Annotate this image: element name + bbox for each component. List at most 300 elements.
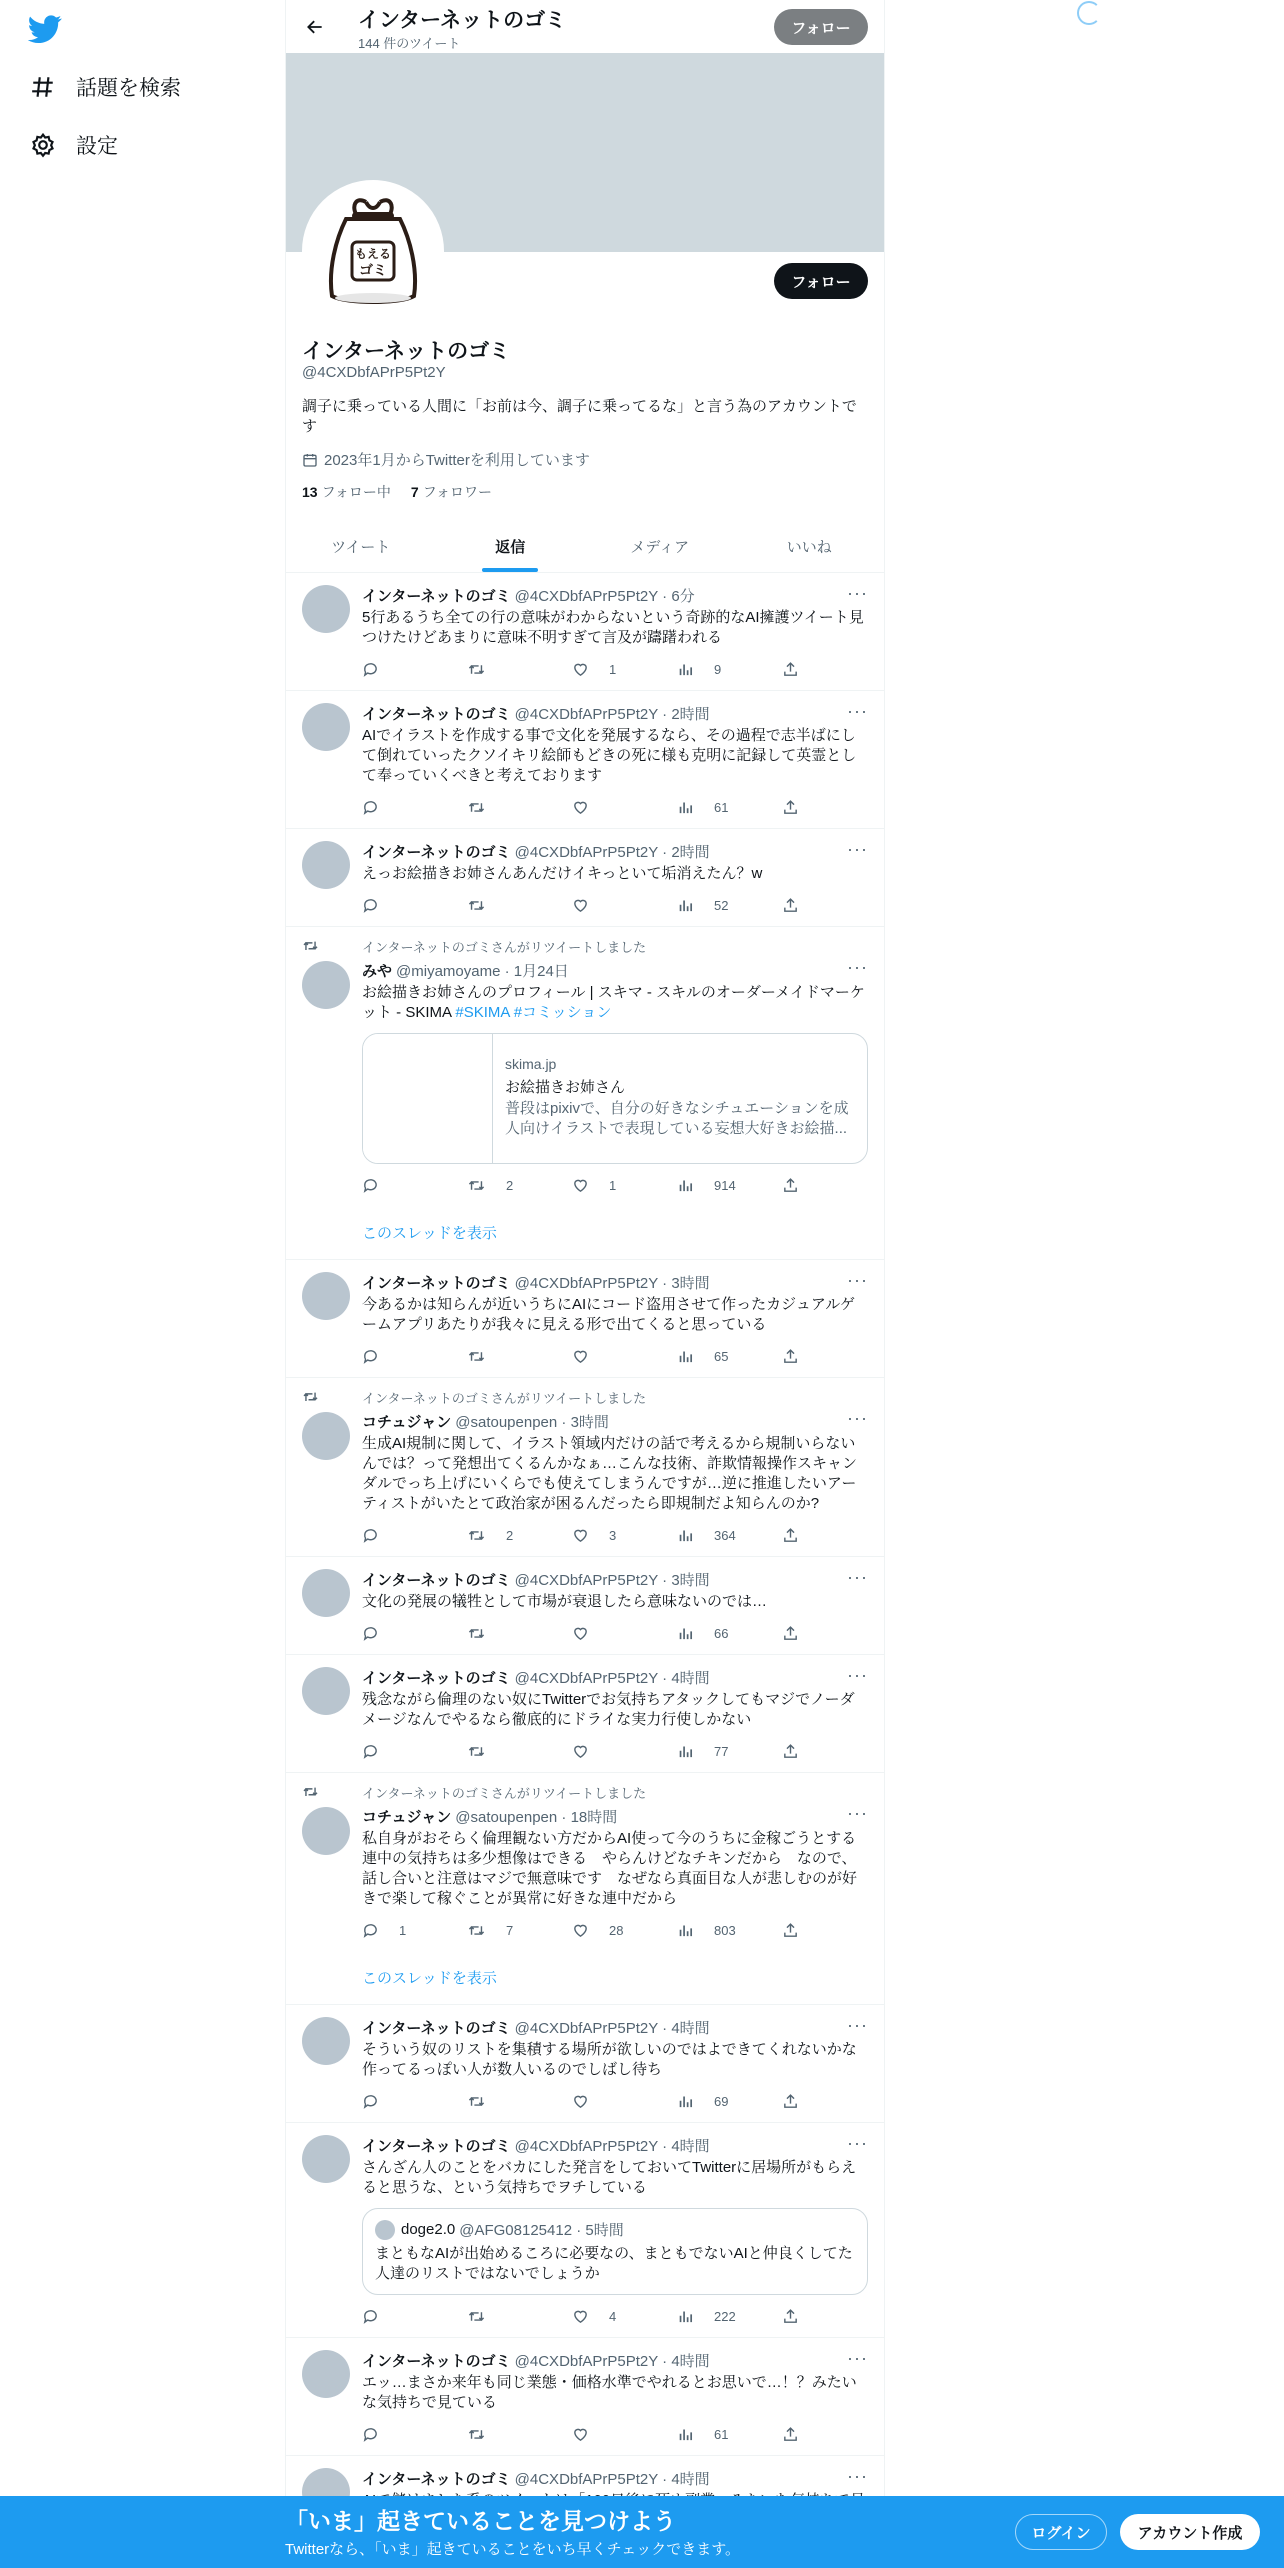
profile-tabs	[286, 520, 884, 573]
profile-handle: @4CXDbfAPrP5Pt2Y	[302, 364, 446, 381]
like-button[interactable]	[572, 661, 652, 678]
more-options-icon[interactable]: ···	[847, 1408, 868, 1428]
views-icon	[677, 897, 704, 914]
tweet[interactable]	[286, 1378, 884, 1557]
reply-button[interactable]	[362, 1177, 442, 1194]
share-icon	[782, 1625, 809, 1642]
tweet-text	[362, 1295, 868, 1335]
author-handle-time[interactable]: @4CXDbfAPrP5Pt2Y · 2時間	[514, 706, 710, 723]
avatar[interactable]	[302, 585, 350, 633]
signup-prompt-bar	[0, 2496, 1284, 2568]
link-card-domain: skima.jp	[505, 1056, 557, 1072]
reply-button[interactable]	[362, 1625, 442, 1642]
retweet-notice	[362, 1388, 868, 1407]
retweet-icon	[467, 661, 496, 678]
tweet-text	[362, 1434, 868, 1514]
retweet-icon	[467, 1348, 496, 1365]
more-options-icon[interactable]: ···	[847, 1270, 868, 1290]
share-button[interactable]	[782, 661, 802, 678]
retweet-button[interactable]	[467, 661, 547, 678]
retweet-count: 7	[506, 1922, 514, 1938]
author-handle-time[interactable]: @4CXDbfAPrP5Pt2Y · 3時間	[514, 1572, 710, 1589]
avatar[interactable]	[302, 841, 350, 889]
reply-button[interactable]	[362, 1527, 442, 1544]
hashtag-links[interactable]: #SKIMA #コミッション	[455, 1004, 612, 1021]
reply-icon	[362, 897, 389, 914]
like-icon	[572, 897, 599, 914]
tweet-actions	[362, 1740, 802, 1762]
tweet[interactable]	[286, 1557, 884, 1655]
views-icon	[677, 1348, 704, 1365]
profile-avatar[interactable]	[302, 180, 444, 322]
views-icon	[677, 1177, 704, 1194]
author-handle-time[interactable]: @4CXDbfAPrP5Pt2Y · 4時間	[514, 2471, 710, 2488]
profile-joined-text: 2023年1月からTwitterを利用しています	[324, 452, 590, 469]
like-button[interactable]	[572, 1177, 652, 1194]
share-button[interactable]	[782, 2093, 802, 2110]
link-card-title: お絵描きお姉さん	[505, 1079, 626, 1096]
share-icon	[782, 1177, 809, 1194]
retweet-button[interactable]	[467, 1922, 547, 1939]
tweet-text-body: そういう奴のリストを集積する場所が欲しいのではよできてくれないかな作ってるっぽい人が数人いるのでしばし待ち	[362, 2041, 857, 2078]
views-button[interactable]	[677, 1625, 757, 1642]
retweet-notice-text: インターネットのゴミさんがリツイートしました	[362, 1786, 647, 1801]
reply-button[interactable]	[362, 2308, 442, 2325]
author-handle-time[interactable]: @4CXDbfAPrP5Pt2Y · 4時間	[514, 1670, 710, 1687]
reply-button[interactable]	[362, 2093, 442, 2110]
following-count: 13	[302, 484, 318, 500]
following-label: フォロー中	[321, 484, 391, 500]
share-icon	[782, 1527, 809, 1544]
author-name[interactable]: インターネットのゴミ	[362, 2020, 511, 2037]
tweet-actions	[362, 2305, 802, 2327]
like-button[interactable]	[572, 1743, 652, 1760]
reply-icon	[362, 799, 389, 816]
main-column	[285, 0, 885, 2568]
profile-name: インターネットのゴミ	[302, 340, 511, 363]
views-icon	[677, 2426, 704, 2443]
share-icon	[782, 2426, 809, 2443]
share-icon	[782, 1743, 809, 1760]
retweet-button[interactable]	[467, 1625, 547, 1642]
share-button[interactable]	[782, 897, 802, 914]
views-button[interactable]	[677, 1743, 757, 1760]
avatar[interactable]	[302, 1667, 350, 1715]
like-button[interactable]	[572, 799, 652, 816]
retweet-button[interactable]	[467, 2308, 547, 2325]
signup-prompt-title: 「いま」起きていることを見つけよう	[285, 2508, 676, 2534]
like-button[interactable]	[572, 897, 652, 914]
like-count: 1	[609, 1177, 617, 1193]
tweet-header	[362, 2468, 868, 2489]
views-button[interactable]	[677, 2093, 757, 2110]
more-options-icon[interactable]: ···	[847, 701, 868, 721]
views-icon	[677, 1922, 704, 1939]
tweet-text	[362, 1829, 868, 1909]
more-options-icon[interactable]: ···	[847, 2348, 868, 2368]
avatar[interactable]	[302, 961, 350, 1009]
tab-media[interactable]: メディア	[630, 538, 690, 556]
share-button[interactable]	[782, 799, 802, 816]
tweet-text-body: 今あるかは知らんが近いうちにAIにコード盗用させて作ったカジュアルゲームアプリあたりが我々に見える形で出てくると思っている	[362, 1296, 855, 1333]
back-arrow-icon[interactable]	[300, 12, 330, 42]
retweet-button[interactable]	[467, 1743, 547, 1760]
tweet-actions	[362, 1345, 802, 1367]
avatar[interactable]	[302, 1272, 350, 1320]
gear-icon	[28, 130, 58, 160]
tweet-text-body: AIでイラストを作成する事で文化を発展するなら、その過程で志半ばにして倒れていったクソイキリ絵師もどきの死に様も克明に記録して英霊として奉っていくべきと考えております	[362, 727, 857, 784]
reply-icon	[362, 1527, 389, 1544]
tweet-text-body: 私自身がおそらく倫理観ない方だからAI使って今のうちに金稼ごうとする連中の気持ちは多少想像はできる やらんけどなチキンだから なので、話し合いと注意はマジで無意味です なぜなら真面目な人が悲しむのが好きで楽して稼ぐことが異常に好きな連中だから	[362, 1830, 858, 1907]
like-icon	[572, 1177, 599, 1194]
like-count: 4	[609, 2308, 617, 2324]
tweet[interactable]	[286, 927, 884, 1260]
tweet-text-body: 文化の発展の犠牲として市場が衰退したら意味ないのでは…	[362, 1593, 768, 1610]
tweet-header	[362, 1411, 868, 1432]
reply-button[interactable]	[362, 2426, 442, 2443]
avatar[interactable]	[302, 2017, 350, 2065]
login-button[interactable]: ログイン	[1015, 2514, 1107, 2550]
retweet-button[interactable]	[467, 2426, 547, 2443]
following-link[interactable]	[302, 482, 391, 502]
avatar[interactable]	[302, 1807, 350, 1855]
signup-button[interactable]: アカウント作成	[1120, 2514, 1260, 2550]
profile-joined	[302, 449, 590, 470]
views-count: 52	[714, 897, 729, 913]
author-handle-time[interactable]: @4CXDbfAPrP5Pt2Y · 4時間	[514, 2020, 710, 2037]
reply-button[interactable]	[362, 1922, 442, 1939]
tweet-text-body: エッ…まさか来年も同じ業態・価格水準でやれるとお思いで…！？みたいな気持ちで見ている	[362, 2374, 857, 2411]
author-name[interactable]: みや	[362, 963, 393, 980]
more-options-icon[interactable]: ···	[847, 839, 868, 859]
header-follow-button[interactable]: フォロー	[774, 9, 868, 45]
tweet-text-body: さんざん人のことをバカにした発言をしておいてTwitterに居場所がもらえると思うな、という気持ちでヲチしている	[362, 2159, 857, 2196]
author-handle-time[interactable]: @satoupenpen · 18時間	[455, 1809, 618, 1826]
like-button[interactable]	[572, 2308, 652, 2325]
tweet-header	[362, 703, 868, 724]
avatar[interactable]	[302, 1412, 350, 1460]
tab-likes[interactable]: いいね	[786, 538, 832, 556]
author-name[interactable]: インターネットのゴミ	[362, 588, 511, 605]
more-options-icon[interactable]: ···	[847, 2133, 868, 2153]
reply-icon	[362, 1743, 389, 1760]
like-icon	[572, 1527, 599, 1544]
quoted-avatar	[375, 2220, 395, 2240]
more-options-icon[interactable]: ···	[847, 1665, 868, 1685]
like-count: 3	[609, 1527, 617, 1543]
share-icon	[782, 661, 809, 678]
tweet-header	[362, 960, 868, 981]
quoted-tweet[interactable]	[362, 2208, 868, 2295]
tweet-actions	[362, 796, 802, 818]
author-name[interactable]: インターネットのゴミ	[362, 844, 511, 861]
author-name[interactable]: インターネットのゴミ	[362, 1572, 511, 1589]
views-icon	[677, 799, 704, 816]
tweet-actions	[362, 1622, 802, 1644]
share-icon	[782, 2093, 809, 2110]
tweet-feed	[286, 573, 884, 2554]
link-card[interactable]	[362, 1033, 868, 1164]
tweet-actions	[362, 658, 802, 680]
retweet-icon	[467, 1527, 496, 1544]
reply-icon	[362, 661, 389, 678]
hashtag-icon	[28, 72, 58, 102]
retweet-button[interactable]	[467, 2093, 547, 2110]
tweet-text	[362, 1690, 868, 1730]
nav-explore[interactable]	[28, 67, 181, 107]
views-count: 66	[714, 1625, 729, 1641]
profile-bio: 調子に乗っている人間に「お前は今、調子に乗ってるな」と言う為のアカウントです	[302, 398, 857, 435]
views-icon	[677, 661, 704, 678]
like-icon	[572, 1625, 599, 1642]
calendar-icon	[302, 452, 318, 468]
quoted-author-name: doge2.0	[401, 2221, 456, 2238]
link-card-body	[493, 1034, 867, 1163]
views-count: 69	[714, 2093, 729, 2109]
tweet-actions	[362, 1524, 802, 1546]
author-name[interactable]: コチュジャン	[362, 1809, 452, 1826]
avatar[interactable]	[302, 2135, 350, 2183]
share-icon	[782, 2308, 809, 2325]
retweet-notice-text: インターネットのゴミさんがリツイートしました	[362, 1391, 647, 1406]
tweet[interactable]	[286, 1655, 884, 1773]
share-button[interactable]	[782, 1527, 802, 1544]
author-handle-time[interactable]: @4CXDbfAPrP5Pt2Y · 4時間	[514, 2138, 710, 2155]
tweet-text	[362, 2158, 868, 2198]
views-count: 803	[714, 1922, 736, 1938]
author-handle-time[interactable]: @4CXDbfAPrP5Pt2Y · 4時間	[514, 2353, 710, 2370]
author-name[interactable]: インターネットのゴミ	[362, 706, 511, 723]
reply-icon	[362, 1177, 389, 1194]
tweet-text-body: 残念ながら倫理のない奴にTwitterでお気持ちアタックしてもマジでノーダメージなんでやるなら徹底的にドライな実力行使しかない	[362, 1691, 855, 1728]
quoted-tweet-header	[375, 2219, 855, 2240]
retweet-button[interactable]	[467, 799, 547, 816]
author-handle-time[interactable]: @4CXDbfAPrP5Pt2Y · 6分	[514, 588, 695, 605]
followers-count: 7	[410, 484, 419, 500]
quoted-author-handle-time: @AFG08125412 · 5時間	[459, 2222, 624, 2239]
views-count: 65	[714, 1348, 729, 1364]
share-button[interactable]	[782, 1922, 802, 1939]
author-name[interactable]: コチュジャン	[362, 1414, 452, 1431]
header-name: インターネットのゴミ	[358, 9, 567, 32]
retweet-notice-text: インターネットのゴミさんがリツイートしました	[362, 940, 647, 955]
like-button[interactable]	[572, 2093, 652, 2110]
reply-count: 1	[399, 1922, 407, 1938]
tweet[interactable]	[286, 573, 884, 691]
more-options-icon[interactable]: ···	[847, 957, 868, 977]
avatar[interactable]	[302, 703, 350, 751]
tab-tweets[interactable]: ツイート	[331, 538, 391, 556]
tweet-actions	[362, 1919, 802, 1941]
retweet-icon	[467, 2093, 496, 2110]
twitter-logo-icon[interactable]	[28, 12, 62, 46]
link-card-thumbnail	[363, 1034, 493, 1163]
author-name[interactable]: インターネットのゴミ	[362, 2471, 511, 2488]
header-tweet-count: 144 件のツイート	[358, 36, 461, 51]
avatar[interactable]	[302, 2350, 350, 2398]
like-icon	[572, 661, 599, 678]
retweet-button[interactable]	[467, 1348, 547, 1365]
author-handle-time[interactable]: @4CXDbfAPrP5Pt2Y · 3時間	[514, 1275, 710, 1292]
author-name[interactable]: インターネットのゴミ	[362, 2138, 511, 2155]
avatar[interactable]	[302, 1569, 350, 1617]
tweet-actions	[362, 894, 802, 916]
like-icon	[572, 2308, 599, 2325]
like-button[interactable]	[572, 2426, 652, 2443]
profile-follow-button[interactable]: フォロー	[774, 263, 868, 299]
show-thread-link[interactable]: このスレッドを表示	[362, 1970, 497, 1987]
views-button[interactable]	[677, 1922, 757, 1939]
left-nav	[0, 0, 285, 2568]
reply-icon	[362, 2093, 389, 2110]
tweet-header	[362, 841, 868, 862]
tweet-text-body: 生成AI規制に関して、イラスト領域内だけの話で考えるから規制いらないんでは？って発想出てくるんかなぁ…こんな技術、詐欺情報操作スキャンダルでっち上げにいくらでも使えてしまうんですが…逆に推進したいアーティストがいたとて政治家が困るんだったら即規制だよ知らんのか?	[362, 1435, 858, 1512]
nav-settings-label: 設定	[76, 135, 118, 158]
retweet-notice	[362, 1783, 868, 1802]
like-button[interactable]	[572, 1527, 652, 1544]
like-button[interactable]	[572, 1348, 652, 1365]
tweet-header	[362, 1667, 868, 1688]
tweet-actions	[362, 2090, 802, 2112]
retweet-button[interactable]	[467, 897, 547, 914]
profile-header-bar	[286, 0, 884, 53]
share-button[interactable]	[782, 2426, 802, 2443]
retweet-icon	[467, 1743, 496, 1760]
tweet-header	[362, 2017, 868, 2038]
share-icon	[782, 799, 809, 816]
reply-icon	[362, 1625, 389, 1642]
views-icon	[677, 2093, 704, 2110]
share-button[interactable]	[782, 2308, 802, 2325]
author-name[interactable]: インターネットのゴミ	[362, 1275, 511, 1292]
tweet-header	[362, 2135, 868, 2156]
retweet-icon	[467, 1177, 496, 1194]
reply-button[interactable]	[362, 661, 442, 678]
tweet-header	[362, 1569, 868, 1590]
like-count: 28	[609, 1922, 624, 1938]
retweet-icon	[467, 799, 496, 816]
author-name[interactable]: インターネットのゴミ	[362, 1670, 511, 1687]
views-count: 222	[714, 2308, 736, 2324]
views-button[interactable]	[677, 1177, 757, 1194]
share-icon	[782, 1922, 809, 1939]
signup-prompt-subtitle: Twitterなら、「いま」起きていることをいち早くチェックできます。	[285, 2541, 741, 2558]
tweet[interactable]	[286, 829, 884, 927]
like-icon	[572, 1922, 599, 1939]
tweet-text-body: えっお絵描きお姉さんあんだけイキっといて垢消えたん？w	[362, 865, 763, 882]
profile-stats	[302, 482, 512, 502]
link-card-description: 普段はpixivで、自分の好きなシチュエーションを成人向けイラストで表現している妄想大好きお絵描...	[505, 1100, 849, 1137]
share-button[interactable]	[782, 1743, 802, 1760]
reply-button[interactable]	[362, 897, 442, 914]
tweet-actions	[362, 1174, 802, 1196]
tweet-text	[362, 608, 868, 648]
tab-replies[interactable]: 返信	[436, 520, 586, 572]
share-icon	[782, 897, 809, 914]
show-thread-link[interactable]: このスレッドを表示	[362, 1225, 497, 1242]
nav-settings[interactable]	[28, 125, 118, 165]
author-name[interactable]: インターネットのゴミ	[362, 2353, 511, 2370]
tweet-header	[362, 1806, 868, 1827]
tweet-text	[362, 726, 868, 786]
tweet-text-body: お絵描きお姉さんのプロフィール | スキマ - スキルのオーダーメイドマーケット - SKIMA	[362, 984, 865, 1021]
views-count: 61	[714, 2426, 729, 2442]
views-icon	[677, 1527, 704, 1544]
tweet-header	[362, 585, 868, 606]
more-options-icon[interactable]: ···	[847, 1803, 868, 1823]
views-button[interactable]	[677, 661, 757, 678]
tweet-text-body: 5行あるうち全ての行の意味がわからないという奇跡的なAI擁護ツイート見つけたけどあまりに意味不明すぎて言及が躊躇われる	[362, 609, 864, 646]
retweet-button[interactable]	[467, 1177, 547, 1194]
retweet-notice	[362, 937, 868, 956]
views-icon	[677, 2308, 704, 2325]
more-options-icon[interactable]: ···	[847, 1567, 868, 1587]
followers-label: フォロワー	[422, 484, 492, 500]
followers-link[interactable]	[411, 482, 492, 502]
tweet-header	[362, 1272, 868, 1293]
more-options-icon[interactable]: ···	[847, 2015, 868, 2035]
like-button[interactable]	[572, 1922, 652, 1939]
nav-explore-label: 話題を検索	[76, 77, 181, 100]
retweet-count: 2	[506, 1527, 514, 1543]
views-count: 9	[714, 661, 722, 677]
tweet[interactable]	[286, 2005, 884, 2123]
like-button[interactable]	[572, 1625, 652, 1642]
views-count: 61	[714, 799, 729, 815]
views-button[interactable]	[677, 1527, 757, 1544]
like-icon	[572, 1348, 599, 1365]
views-button[interactable]	[677, 2426, 757, 2443]
reply-icon	[362, 1348, 389, 1365]
author-handle-time[interactable]: @satoupenpen · 3時間	[455, 1414, 609, 1431]
views-button[interactable]	[677, 799, 757, 816]
views-button[interactable]	[677, 2308, 757, 2325]
author-handle-time[interactable]: @4CXDbfAPrP5Pt2Y · 2時間	[514, 844, 710, 861]
svg-text:もえる: もえる	[354, 247, 392, 261]
author-handle-time[interactable]: @miyamoyame · 1月24日	[396, 963, 569, 980]
tweet[interactable]	[286, 2338, 884, 2456]
reply-button[interactable]	[362, 799, 442, 816]
share-button[interactable]	[782, 1177, 802, 1194]
tweet[interactable]	[286, 691, 884, 829]
tweet[interactable]	[286, 1773, 884, 2005]
like-icon	[572, 799, 599, 816]
tweet-text	[362, 864, 868, 884]
reply-button[interactable]	[362, 1743, 442, 1760]
retweet-icon	[467, 1922, 496, 1939]
retweet-icon	[467, 2308, 496, 2325]
retweet-count: 2	[506, 1177, 514, 1193]
tweet-text	[362, 2373, 868, 2413]
more-options-icon[interactable]: ···	[847, 2466, 868, 2486]
more-options-icon[interactable]: ···	[847, 583, 868, 603]
views-button[interactable]	[677, 897, 757, 914]
share-button[interactable]	[782, 1348, 802, 1365]
tweet[interactable]	[286, 2123, 884, 2338]
reply-icon	[362, 2308, 389, 2325]
tweet-actions	[362, 2423, 802, 2445]
views-count: 77	[714, 1743, 729, 1759]
tweet[interactable]	[286, 1260, 884, 1378]
quoted-tweet-text: まともなAIが出始めるころに必要なの、まともでないAIと仲良くしてた人達のリストではないでしょうか	[375, 2245, 853, 2282]
like-icon	[572, 2093, 599, 2110]
retweet-icon	[467, 1625, 496, 1642]
reply-button[interactable]	[362, 1348, 442, 1365]
share-button[interactable]	[782, 1625, 802, 1642]
retweet-button[interactable]	[467, 1527, 547, 1544]
views-button[interactable]	[677, 1348, 757, 1365]
retweet-icon	[467, 897, 496, 914]
